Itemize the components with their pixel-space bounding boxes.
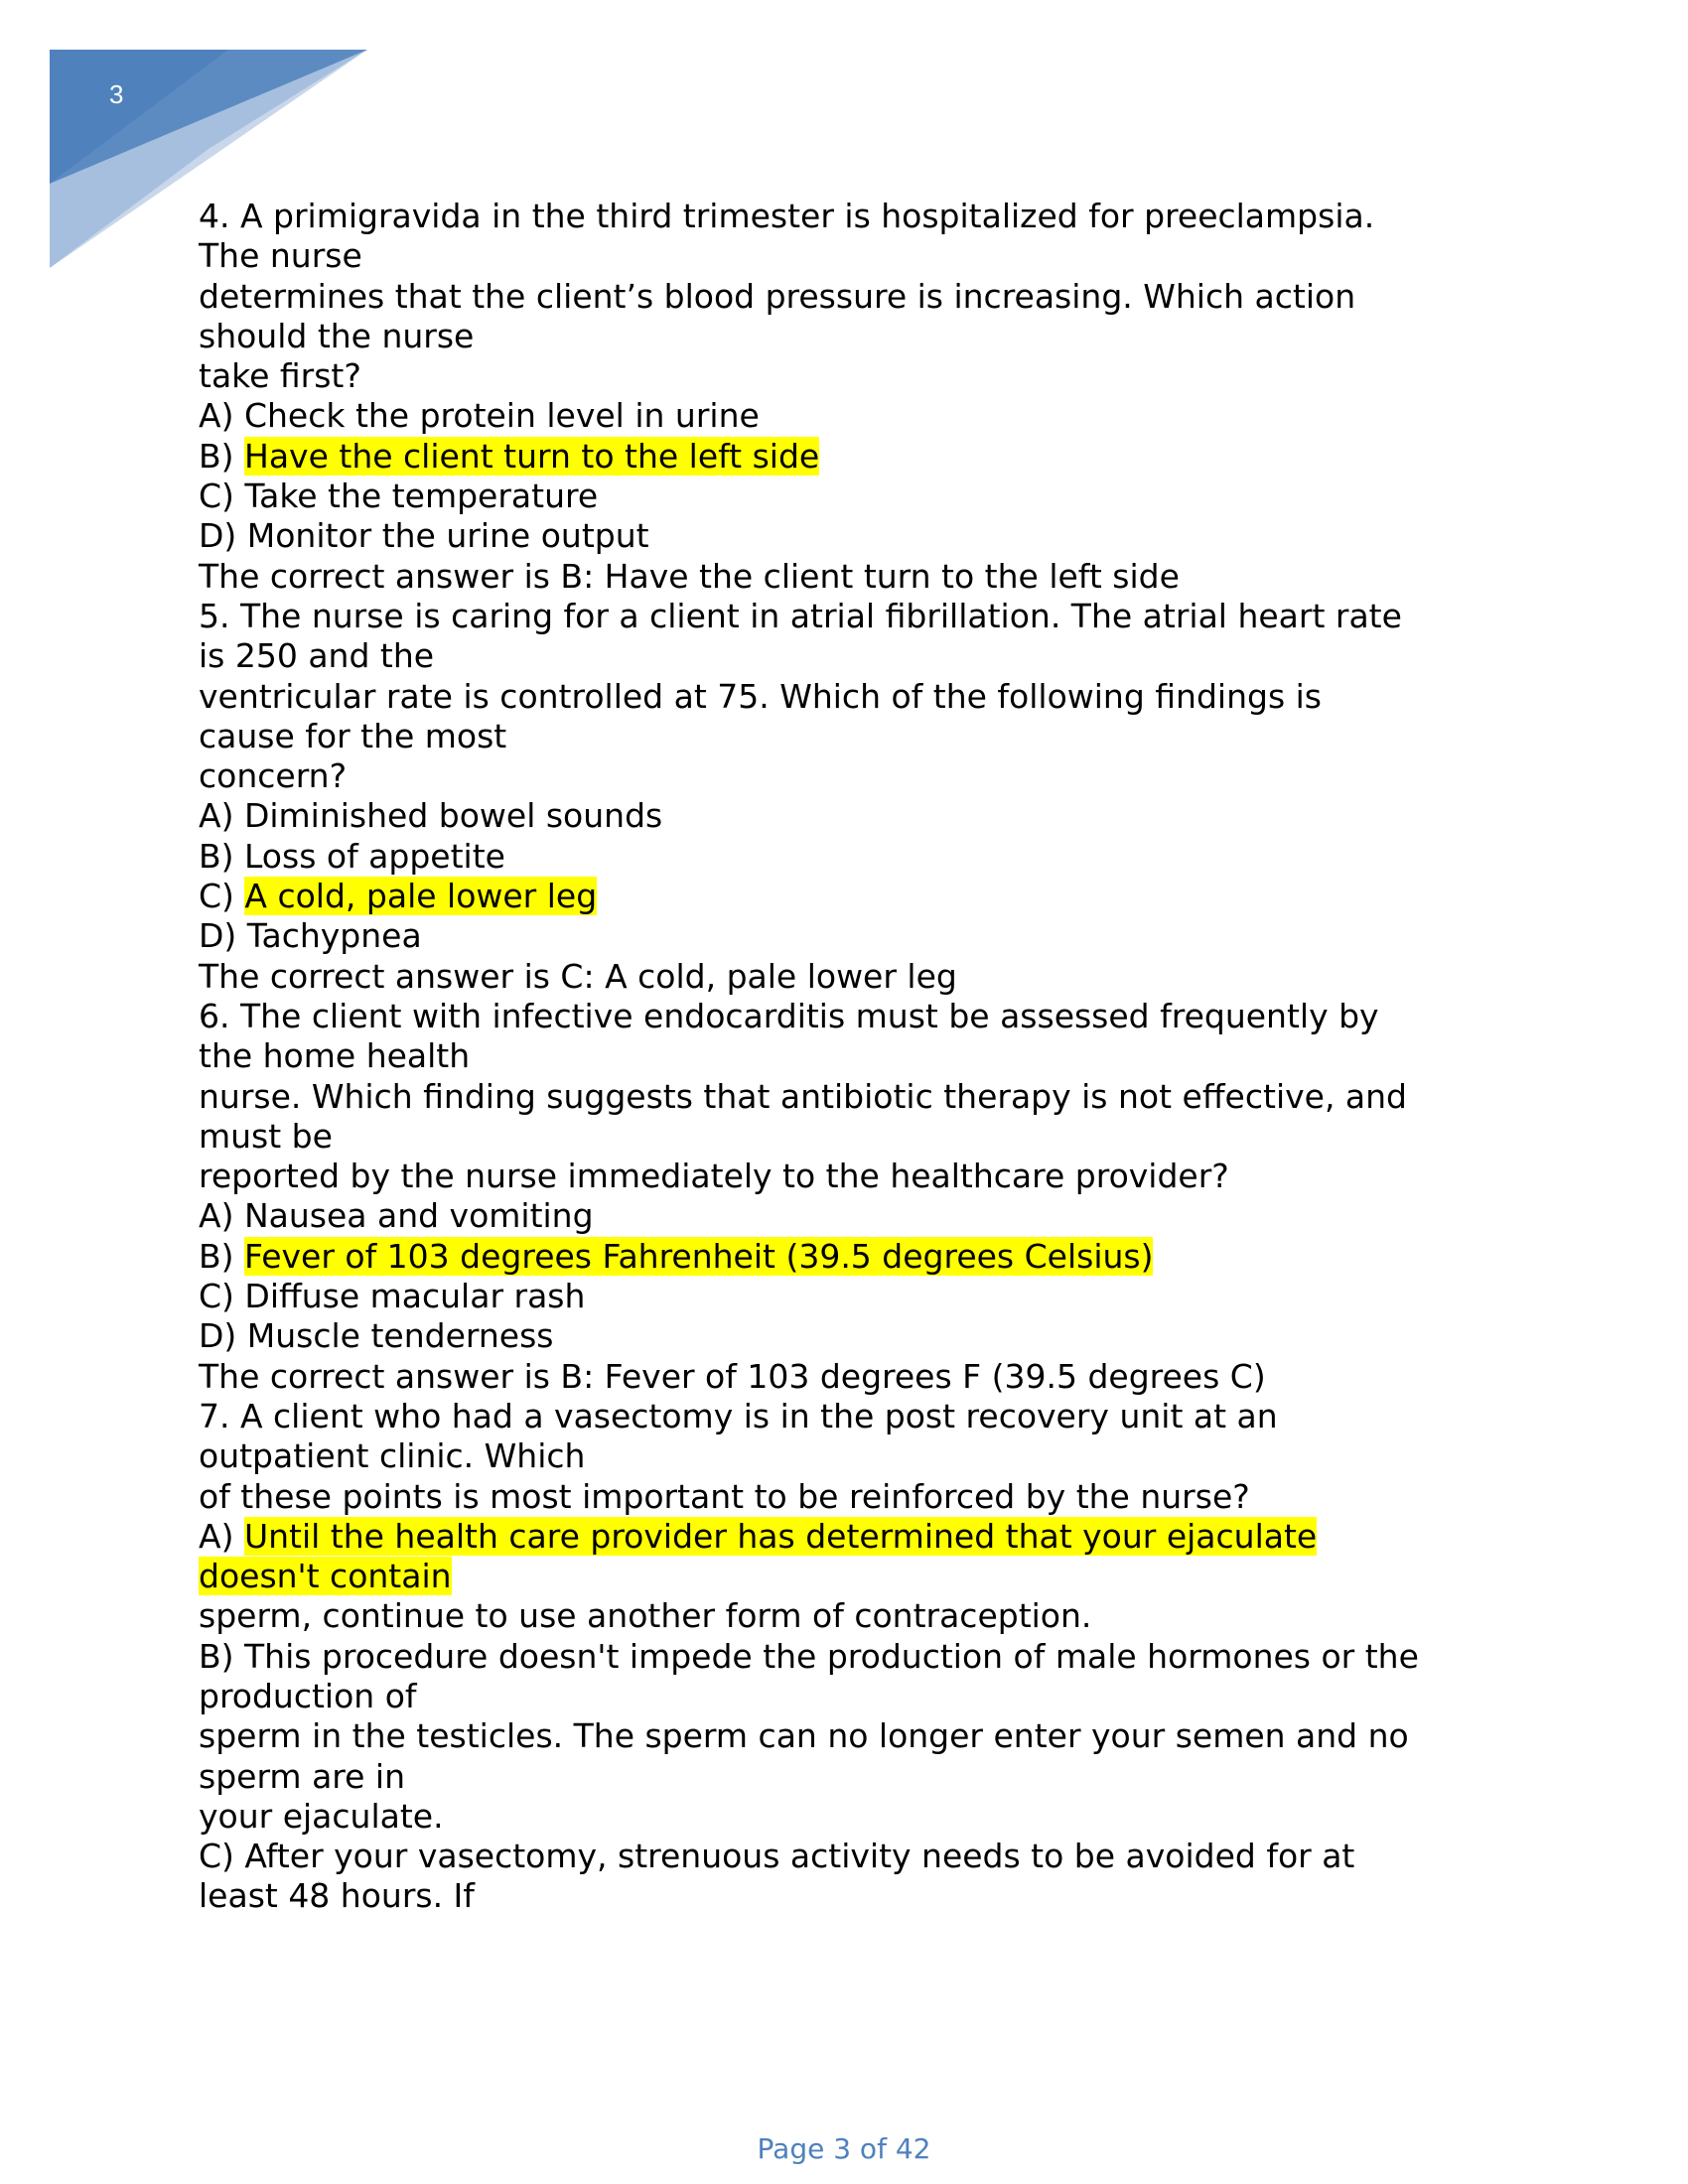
- text-line: of these points is most important to be reinforced by the nurse?: [199, 1476, 1250, 1516]
- text-line: production of: [199, 1676, 417, 1715]
- header-page-number: 3: [109, 79, 124, 109]
- text-line: is 250 and the: [199, 636, 435, 676]
- text-line: determines that the client’s blood pressure is increasing. Which action: [199, 276, 1356, 316]
- text-line: the home health: [199, 1036, 471, 1076]
- text-line: take first?: [199, 356, 361, 396]
- text-line: [199, 1237, 1489, 1277]
- text-line: C) Diffuse macular rash: [199, 1277, 586, 1316]
- text-line: B) Loss of appetite: [199, 836, 505, 876]
- text-line: least 48 hours. If: [199, 1876, 475, 1916]
- text-line: nurse. Which finding suggests that antibiotic therapy is not effective, and: [199, 1076, 1408, 1116]
- footer-page-label: Page 3 of 42: [757, 2132, 931, 2165]
- text-line: The nurse: [199, 236, 362, 276]
- text-line: must be: [199, 1116, 333, 1156]
- text-line: your ejaculate.: [199, 1796, 444, 1836]
- text-line: should the nurse: [199, 316, 475, 355]
- text-line: sperm, continue to use another form of contraception.: [199, 1596, 1092, 1636]
- text-line: The correct answer is C: A cold, pale lower leg: [199, 956, 957, 996]
- document-body: [199, 197, 1489, 1917]
- highlighted-answer: Until the health care provider has determined that your ejaculate: [243, 1516, 1318, 1556]
- highlighted-answer: Have the client turn to the left side: [244, 436, 820, 476]
- text-line: concern?: [199, 756, 348, 796]
- text-line: 7. A client who had a vasectomy is in the post recovery unit at an: [199, 1396, 1278, 1435]
- option-letter: C): [199, 877, 245, 916]
- text-line: B) This procedure doesn't impede the production of male hormones or the: [199, 1636, 1419, 1676]
- text-line: ventricular rate is controlled at 75. Which of the following findings is: [199, 676, 1322, 716]
- text-line: [199, 1517, 1489, 1557]
- option-letter: B): [199, 1236, 245, 1276]
- text-line: outpatient clinic. Which: [199, 1436, 586, 1476]
- text-line: A) Nausea and vomiting: [199, 1196, 594, 1236]
- text-line: A) Diminished bowel sounds: [199, 796, 663, 836]
- text-line: A) Check the protein level in urine: [199, 396, 760, 436]
- text-line: D) Monitor the urine output: [199, 516, 649, 556]
- text-line: [199, 877, 1489, 916]
- text-line: [199, 1557, 1489, 1596]
- highlighted-answer: A cold, pale lower leg: [244, 877, 598, 916]
- text-line: [199, 437, 1489, 477]
- option-letter: A): [199, 1516, 244, 1556]
- text-line: C) After your vasectomy, strenuous activity needs to be avoided for at: [199, 1837, 1355, 1876]
- corner-dark-wedge: [50, 50, 367, 184]
- text-line: The correct answer is B: Have the client turn to the left side: [199, 556, 1180, 596]
- text-line: C) Take the temperature: [199, 477, 599, 516]
- text-line: D) Muscle tenderness: [199, 1316, 554, 1356]
- text-line: cause for the most: [199, 716, 507, 755]
- text-line: 5. The nurse is caring for a client in atrial fibrillation. The atrial heart rate: [199, 596, 1402, 635]
- text-line: 6. The client with infective endocarditis must be assessed frequently by: [199, 996, 1379, 1035]
- highlighted-answer: Fever of 103 degrees Fahrenheit (39.5 degrees Celsius): [244, 1236, 1154, 1276]
- highlighted-answer: doesn't contain: [199, 1557, 452, 1596]
- text-line: 4. A primigravida in the third trimester is hospitalized for preeclampsia.: [199, 197, 1375, 235]
- text-line: reported by the nurse immediately to the healthcare provider?: [199, 1157, 1229, 1196]
- text-line: D) Tachypnea: [199, 916, 422, 956]
- text-line: sperm are in: [199, 1756, 406, 1796]
- text-line: sperm in the testicles. The sperm can no longer enter your semen and no: [199, 1716, 1409, 1756]
- option-letter: B): [199, 436, 245, 476]
- text-line: The correct answer is B: Fever of 103 degrees F (39.5 degrees C): [199, 1356, 1266, 1396]
